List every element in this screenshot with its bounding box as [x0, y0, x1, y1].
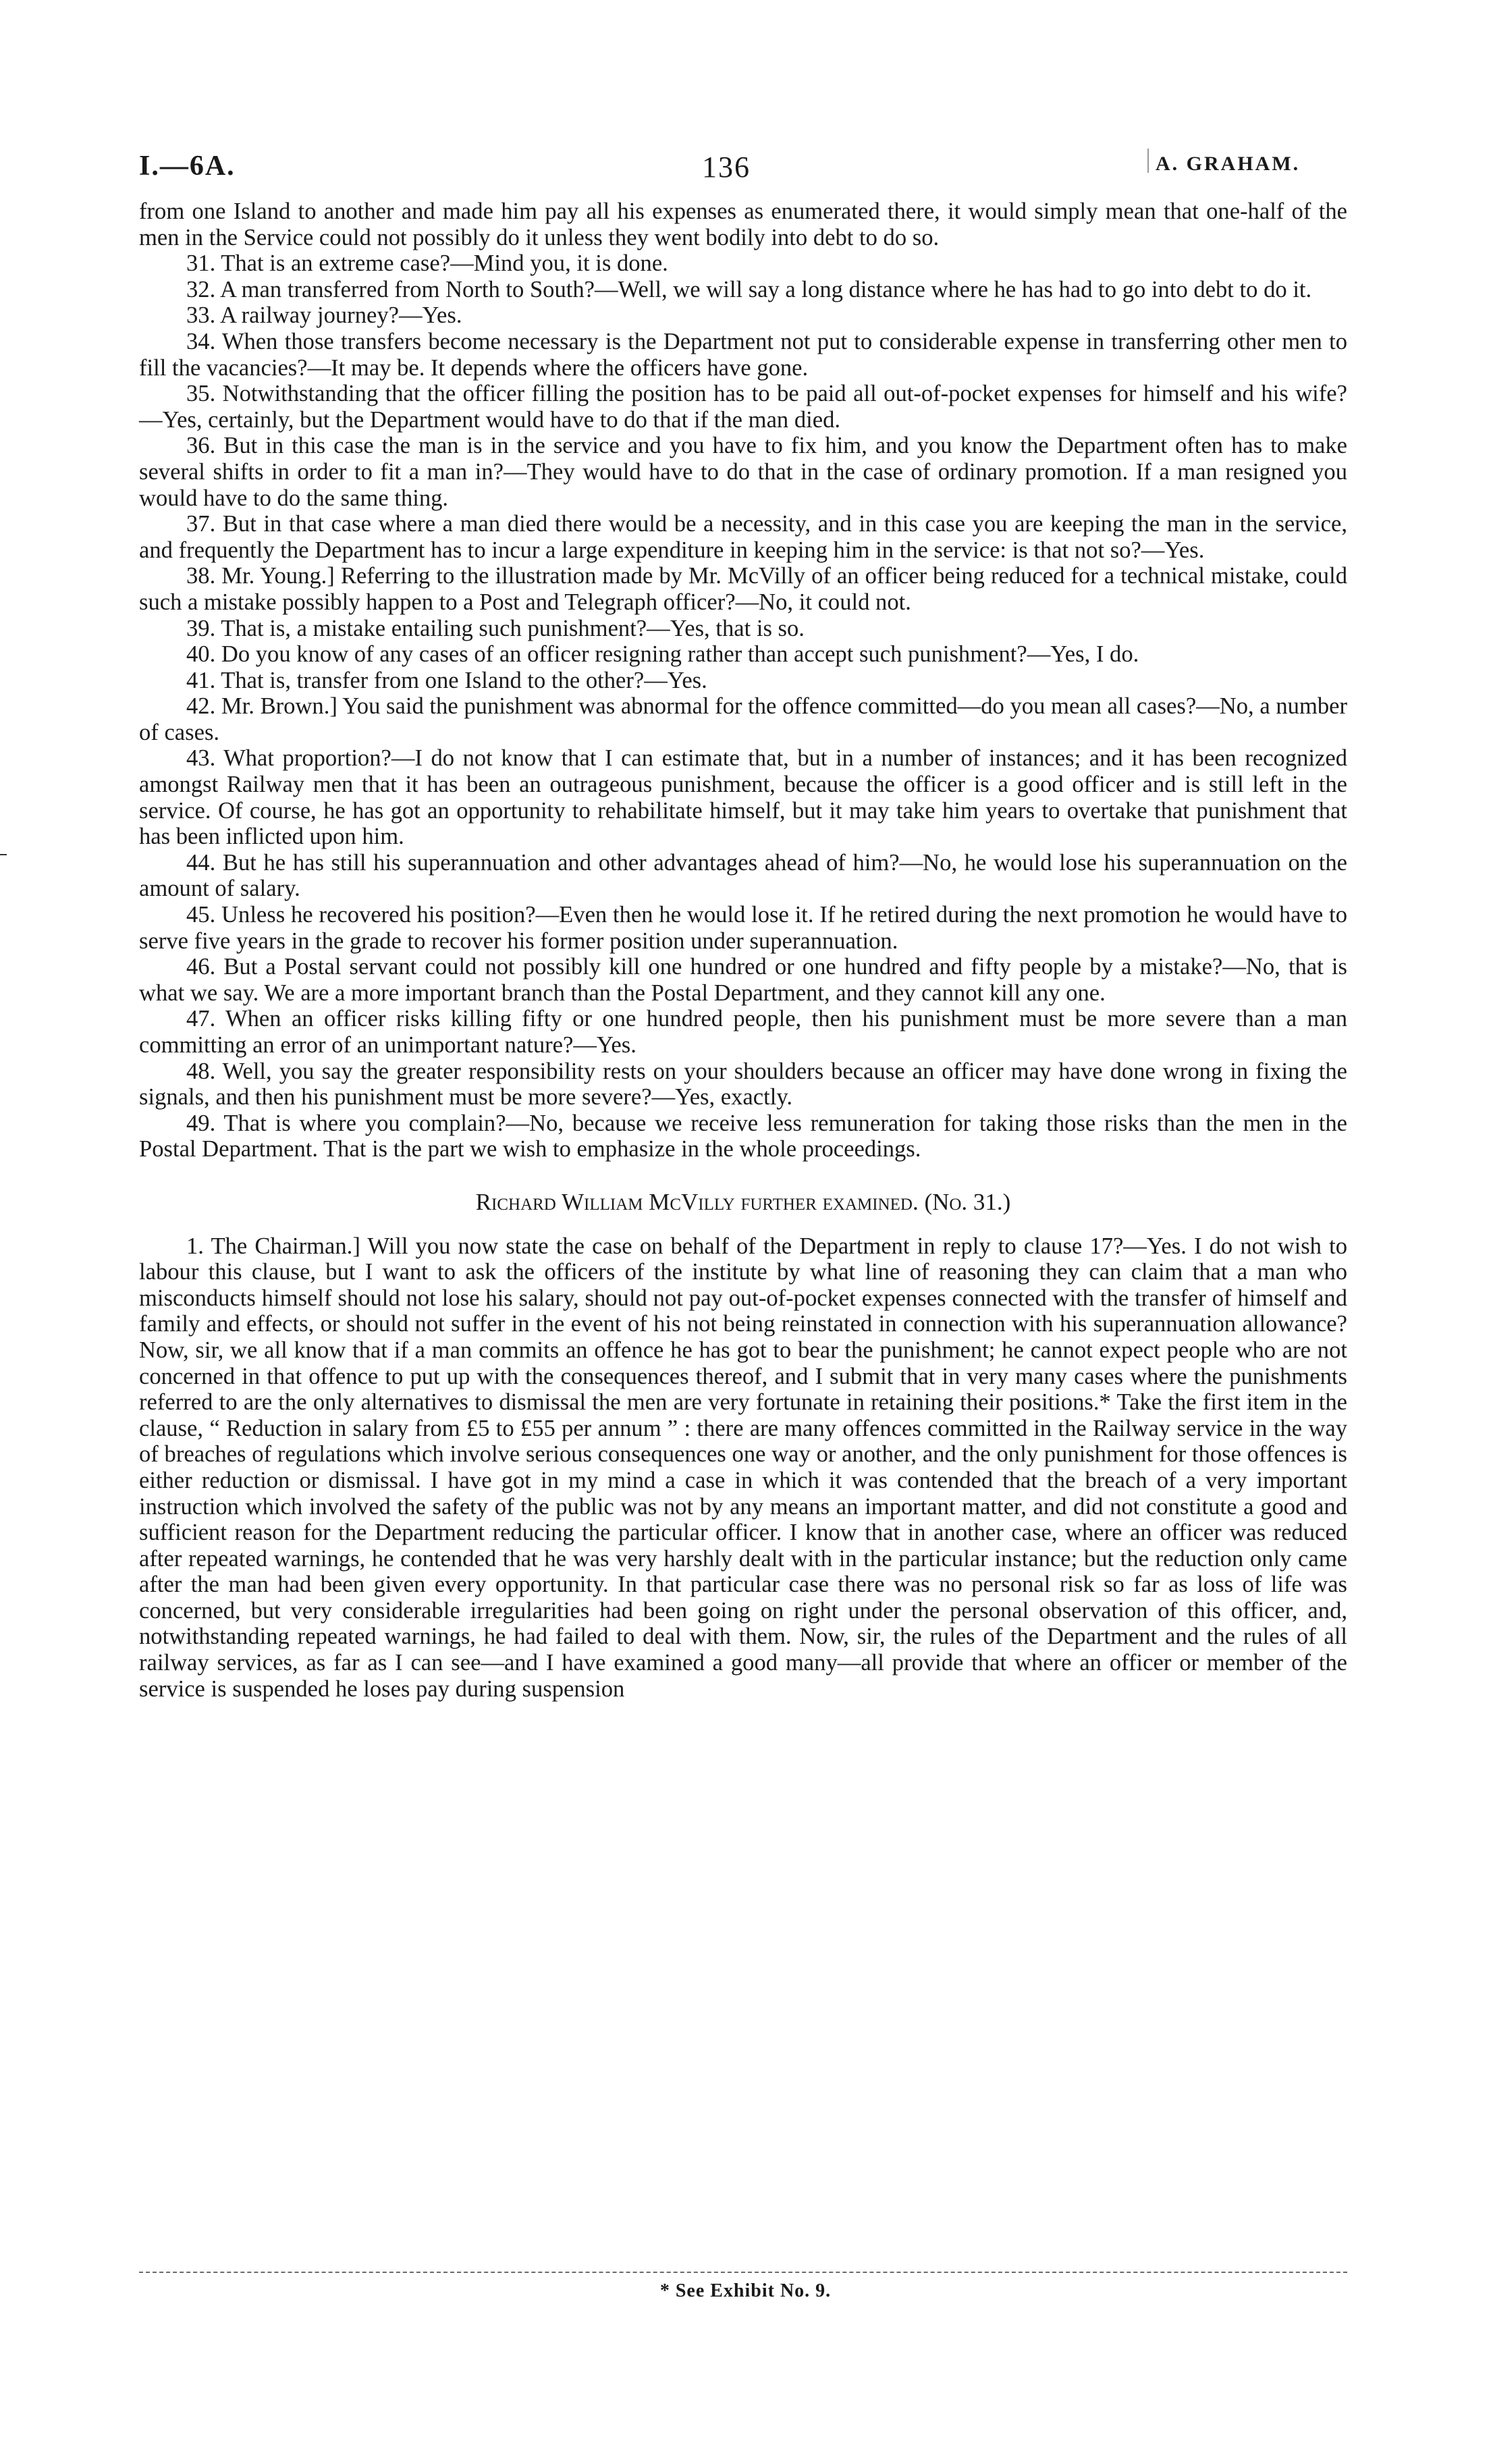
question-47: 47. When an officer risks killing fifty or one hundred people, then his punishment must be more severe than a man committing an error of an unimportant nature?—Yes. — [139, 1006, 1347, 1058]
question-44: 44. But he has still his superannuation and other advantages ahead of him?—No, he would lose his superannuation on the amount of salary. — [139, 849, 1347, 902]
question-33: 33. A railway journey?—Yes. — [186, 302, 462, 329]
left-margin-mark — [0, 854, 7, 855]
question-42: 42. Mr. Brown.] You said the punishment was abnormal for the offence committed—do you mean all cases?—No, a number of cases. — [139, 693, 1347, 745]
question-35: 35. Notwithstanding that the officer filling the position has to be paid all out-of-pocket expenses for himself and his wife?—Yes, certainly, but the Department would have to do that if the man died. — [139, 381, 1347, 433]
question-40: 40. Do you know of any cases of an officer resigning rather than accept such punishment?—Yes, I do. — [186, 641, 1139, 668]
question-37: 37. But in that case where a man died there would be a necessity, and in this case you are keeping the man in the service, and frequently the Department has to incur a large expenditure in keeping him in the service: is that not so?—Yes. — [139, 511, 1347, 563]
footnote: * See Exhibit No. 9. — [659, 2280, 832, 2301]
statement-question-1: 1. The Chairman.] Will you now state the case on behalf of the Department in reply to clause 17?—Yes. I do not wish to labour this clause, but I want to ask the officers of the institute by what line of reasoning they can claim that a man who misconducts himself should not lose his salary, should not pay out-of-pocket expenses connected with the transfer of himself and family and effects, or should not suffer in the event of his not being reinstated in connection with his superannuation allowance? Now, sir, we all know that if a man commits an offence he has got to bear the punishment; he cannot expect people who are not concerned in that offence to put up with the consequences thereof, and I submit that in very many cases where the punishments referred to are the only alternatives to dismissal the men are very fortunate in retaining their positions.* Take the first item in the clause, “ Reduction in salary from £5 to £55 per annum ” : there are many offences committed in the Railway service in the way of breaches of regulations which involve serious consequences one way or another, and the only punishment for those offences is either reduction or dismissal. I have got in my mind a case in which it was contended that the breach of a very important instruction which involved the safety of the public was not by any means an important matter, and did not constitute a good and sufficient reason for the Department reducing the particular officer. I know that in another case, where an officer was reduced after repeated warnings, he contended that he was very harshly dealt with in the particular instance; but the reduction only came after the man had been given every opportunity. In that particular case there was no personal risk so far as loss of life was concerned, but very considerable irregularities had been going on right under the personal observation of this officer, and, notwithstanding repeated warnings, he had failed to deal with them. Now, sir, the rules of the Department and the rules of all railway services, as far as I can see—and I have examined a good many—all provide that where an officer or member of the service is suspended he loses pay during suspension — [139, 1233, 1347, 1702]
witness-heading: Richard William McVilly further examined. (No. 31.) — [475, 1188, 1011, 1215]
footnote-divider — [139, 2272, 1347, 2273]
question-48: 48. Well, you say the greater responsibility rests on your shoulders because an officer may have done wrong in fixing the signals, and then his punishment must be more severe?—Yes, exactly. — [139, 1058, 1347, 1110]
question-38: 38. Mr. Young.] Referring to the illustration made by Mr. McVilly of an officer being reduced for a technical mistake, could such a mistake possibly happen to a Post and Telegraph officer?—No, it could not. — [139, 563, 1347, 615]
paper-reference: I.—6A. — [139, 151, 236, 182]
question-31: 31. That is an extreme case?—Mind you, it is done. — [186, 250, 668, 277]
page-header — [0, 0, 1491, 203]
witness-name-header: A. GRAHAM. — [1156, 153, 1301, 175]
question-39: 39. That is, a mistake entailing such punishment?—Yes, that is so. — [186, 615, 805, 641]
paragraph-continuation: from one Island to another and made him pay all his expenses as enumerated there, it would simply mean that one-half of the men in the Service could not possibly do it unless they went bodily into debt to do so. — [139, 198, 1347, 250]
page-number: 136 — [702, 151, 751, 184]
question-36: 36. But in this case the man is in the service and you have to fix him, and you know the Department often has to make several shifts in order to fit a man in?—They would have to do that in the case of ordinary promotion. If a man resigned you would have to do the same thing. — [139, 433, 1347, 511]
question-43: 43. What proportion?—I do not know that I can estimate that, but in a number of instances; and it has been recognized amongst Railway men that it has been an outrageous punishment, because the officer is a good officer and is still left in the service. Of course, he has got an opportunity to rehabilitate himself, but it may take him years to overtake that punishment that has been inflicted upon him. — [139, 745, 1347, 850]
evidence-body — [139, 198, 1347, 1702]
question-49: 49. That is where you complain?—No, because we receive less remuneration for taking those risks than the men in the Postal Department. That is the part we wish to emphasize in the whole proceedings. — [139, 1110, 1347, 1162]
question-41: 41. That is, transfer from one Island to the other?—Yes. — [186, 667, 707, 693]
question-34: 34. When those transfers become necessary is the Department not put to considerable expense in transferring other men to fill the vacancies?—It may be. It depends where the officers have gone. — [139, 328, 1347, 381]
question-32: 32. A man transferred from North to South?—Well, we will say a long distance where he has had to go into debt to do it. — [186, 276, 1312, 302]
header-margin-mark — [1147, 149, 1149, 173]
question-46: 46. But a Postal servant could not possibly kill one hundred or one hundred and fifty people by a mistake?—No, that is what we say. We are a more important branch than the Postal Department, and they cannot kill any one. — [139, 954, 1347, 1006]
question-45: 45. Unless he recovered his position?—Even then he would lose it. If he retired during the next promotion he would have to serve five years in the grade to recover his former position under superannuation. — [139, 902, 1347, 954]
